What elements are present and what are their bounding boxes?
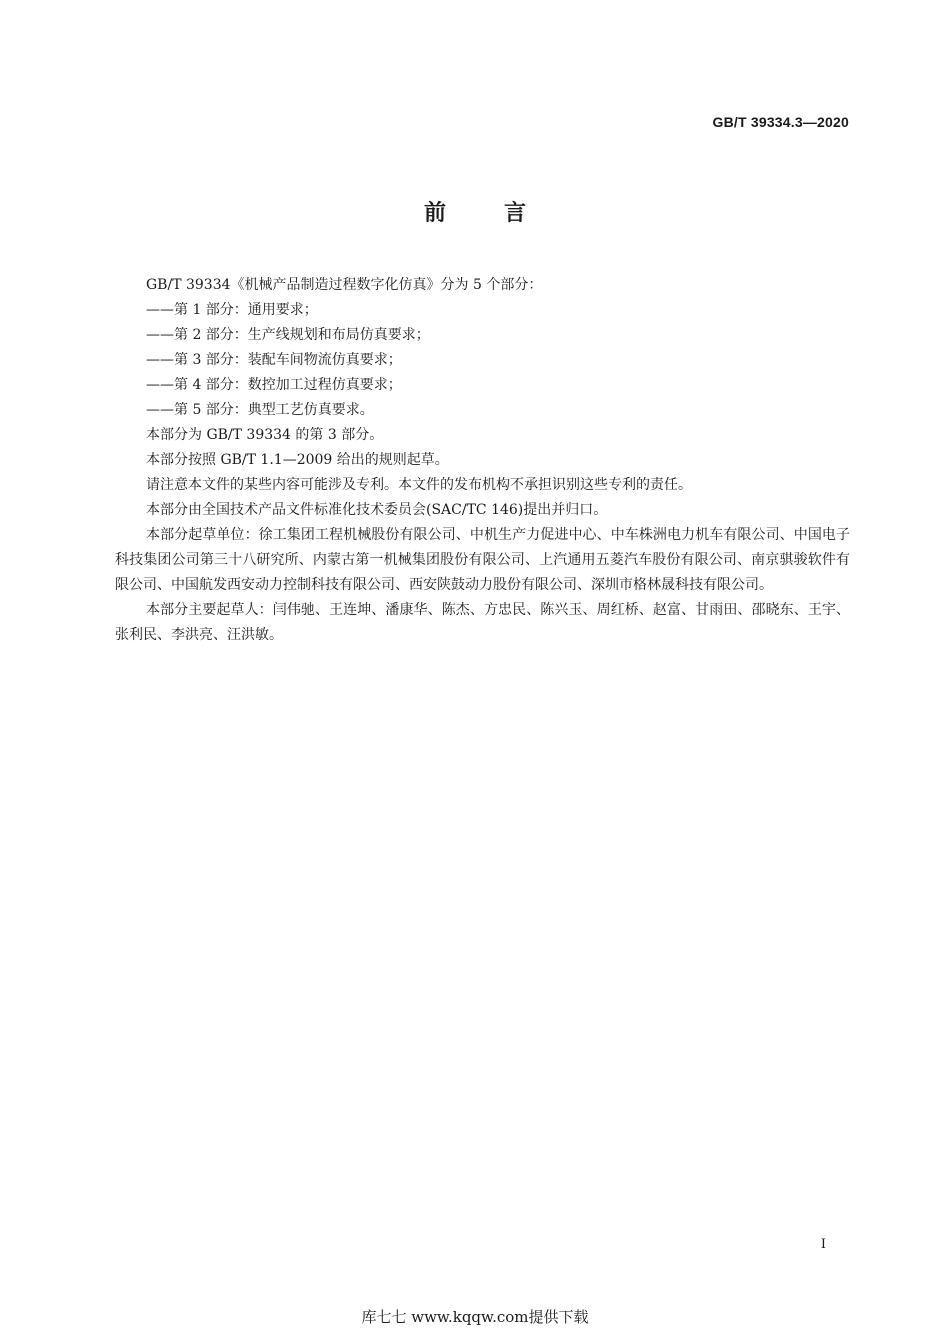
paragraph-drafters: 本部分主要起草人：闫伟驰、王连坤、潘康华、陈杰、方忠民、陈兴玉、周红桥、赵富、甘雨田、邵晓东、王宇、张利民、李洪亮、汪洪敏。 bbox=[115, 602, 850, 643]
list-item-part-1: ——第 1 部分：通用要求； bbox=[146, 302, 318, 318]
download-footer: 库七七 www.kqqw.com提供下载 bbox=[361, 1308, 589, 1326]
list-item-part-4: ——第 4 部分：数控加工过程仿真要求； bbox=[146, 377, 402, 393]
list-item-part-3: ——第 3 部分：装配车间物流仿真要求； bbox=[146, 352, 402, 368]
paragraph-patent-notice: 请注意本文件的某些内容可能涉及专利。本文件的发布机构不承担识别这些专利的责任。 bbox=[146, 477, 692, 493]
document-body bbox=[115, 273, 850, 648]
standard-number: GB/T 39334.3—2020 bbox=[712, 114, 849, 130]
list-item-part-5: ——第 5 部分：典型工艺仿真要求。 bbox=[146, 402, 374, 418]
paragraph-part-statement: 本部分为 GB/T 39334 的第 3 部分。 bbox=[146, 427, 384, 443]
paragraph-drafting-units: 本部分起草单位：徐工集团工程机械股份有限公司、中机生产力促进中心、中车株洲电力机车有限公司、中国电子科技集团公司第三十八研究所、内蒙古第一机械集团股份有限公司、上汽通用五菱汽车股份有限公司、南京骐骏软件有限公司、中国航发西安动力控制科技有限公司、西安陕鼓动力股份有限公司、深圳市格林晟科技有限公司。 bbox=[115, 527, 850, 593]
paragraph-intro: GB/T 39334《机械产品制造过程数字化仿真》分为 5 个部分： bbox=[146, 277, 543, 293]
page-number: I bbox=[820, 1237, 826, 1252]
list-item-part-2: ——第 2 部分：生产线规划和布局仿真要求； bbox=[146, 327, 430, 343]
paragraph-drafting-rules: 本部分按照 GB/T 1.1—2009 给出的规则起草。 bbox=[146, 452, 449, 468]
page-title: 前言 bbox=[423, 201, 584, 226]
paragraph-committee: 本部分由全国技术产品文件标准化技术委员会(SAC/TC 146)提出并归口。 bbox=[146, 502, 608, 518]
